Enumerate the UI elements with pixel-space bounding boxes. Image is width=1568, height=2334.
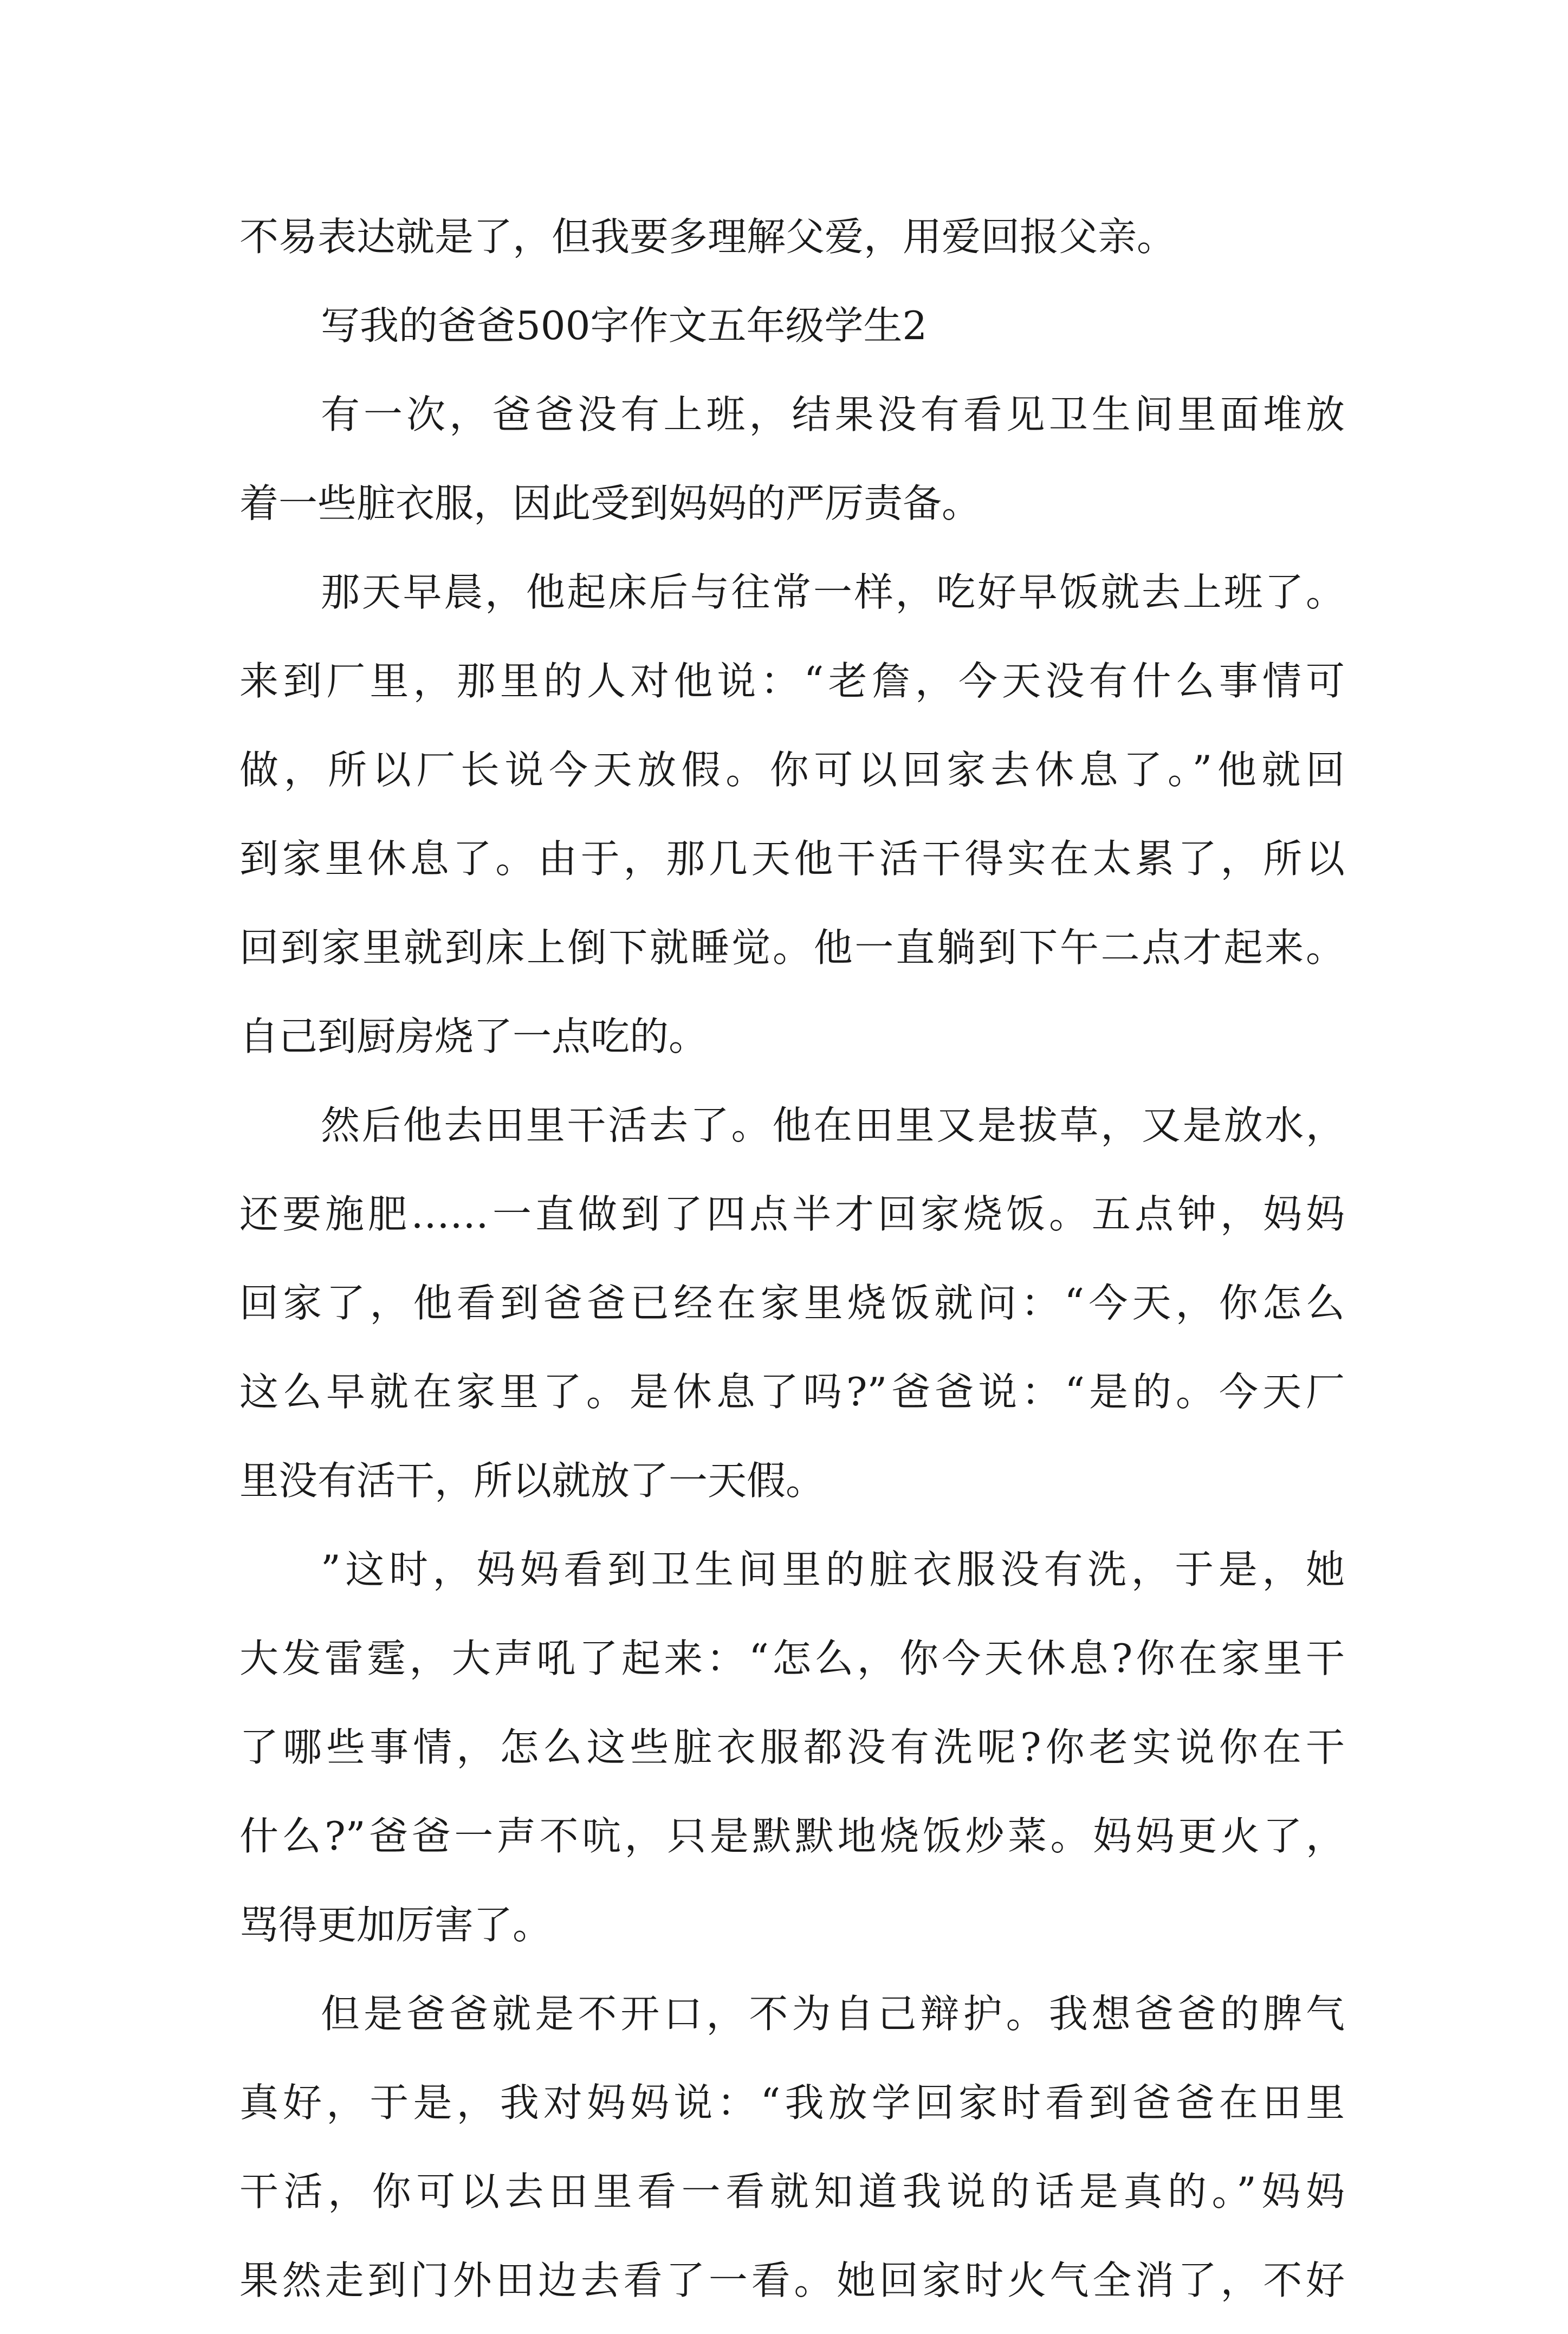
text-line: 那天早晨，他起床后与往常一样，吃好早饭就去上班了。 xyxy=(321,569,1345,615)
section-heading: 写我的爸爸500字作文五年级学生2 xyxy=(321,303,928,348)
text-line: 回到家里就到床上倒下就睡觉。他一直躺到下午二点才起来。 xyxy=(239,925,1345,970)
text-line: 骂得更加厉害了。 xyxy=(239,1902,552,1948)
text-line: 干活，你可以去田里看一看就知道我说的话是真的。”妈妈 xyxy=(239,2169,1345,2214)
text-line: 果然走到门外田边去看了一看。她回家时火气全消了，不好 xyxy=(239,2258,1345,2303)
text-line: 真好，于是，我对妈妈说：“我放学回家时看到爸爸在田里 xyxy=(239,2080,1345,2125)
essay-body xyxy=(239,202,1345,2334)
text-line: 着一些脏衣服，因此受到妈妈的严厉责备。 xyxy=(239,481,981,526)
text-line: 还要施肥……一直做到了四点半才回家烧饭。五点钟，妈妈 xyxy=(239,1191,1345,1237)
text-line: ”这时，妈妈看到卫生间里的脏衣服没有洗，于是，她 xyxy=(321,1547,1345,1592)
text-line: 但是爸爸就是不开口，不为自己辩护。我想爸爸的脾气 xyxy=(321,1991,1345,2037)
text-line: 大发雷霆，大声吼了起来：“怎么，你今天休息?你在家里干 xyxy=(239,1636,1345,1681)
text-line: 回家了，他看到爸爸已经在家里烧饭就问：“今天，你怎么 xyxy=(239,1280,1345,1326)
text-line: 自己到厨房烧了一点吃的。 xyxy=(239,1014,708,1059)
text-line: 然后他去田里干活去了。他在田里又是拔草，又是放水， xyxy=(321,1103,1345,1148)
text-line: 来到厂里，那里的人对他说：“老詹，今天没有什么事情可 xyxy=(239,658,1345,704)
text-line: 了哪些事情，怎么这些脏衣服都没有洗呢?你老实说你在干 xyxy=(239,1724,1345,1770)
text-line: 里没有活干，所以就放了一天假。 xyxy=(239,1458,825,1503)
text-line: 不易表达就是了，但我要多理解父爱，用爱回报父亲。 xyxy=(239,214,1176,260)
text-line: 什么?”爸爸一声不吭，只是默默地烧饭炒菜。妈妈更火了， xyxy=(239,1813,1345,1859)
text-line: 这么早就在家里了。是休息了吗?”爸爸说：“是的。今天厂 xyxy=(239,1369,1345,1415)
text-line: 做，所以厂长说今天放假。你可以回家去休息了。”他就回 xyxy=(239,747,1345,793)
text-line: 有一次，爸爸没有上班，结果没有看见卫生间里面堆放 xyxy=(321,392,1345,437)
text-line: 到家里休息了。由于，那几天他干活干得实在太累了，所以 xyxy=(239,836,1345,881)
